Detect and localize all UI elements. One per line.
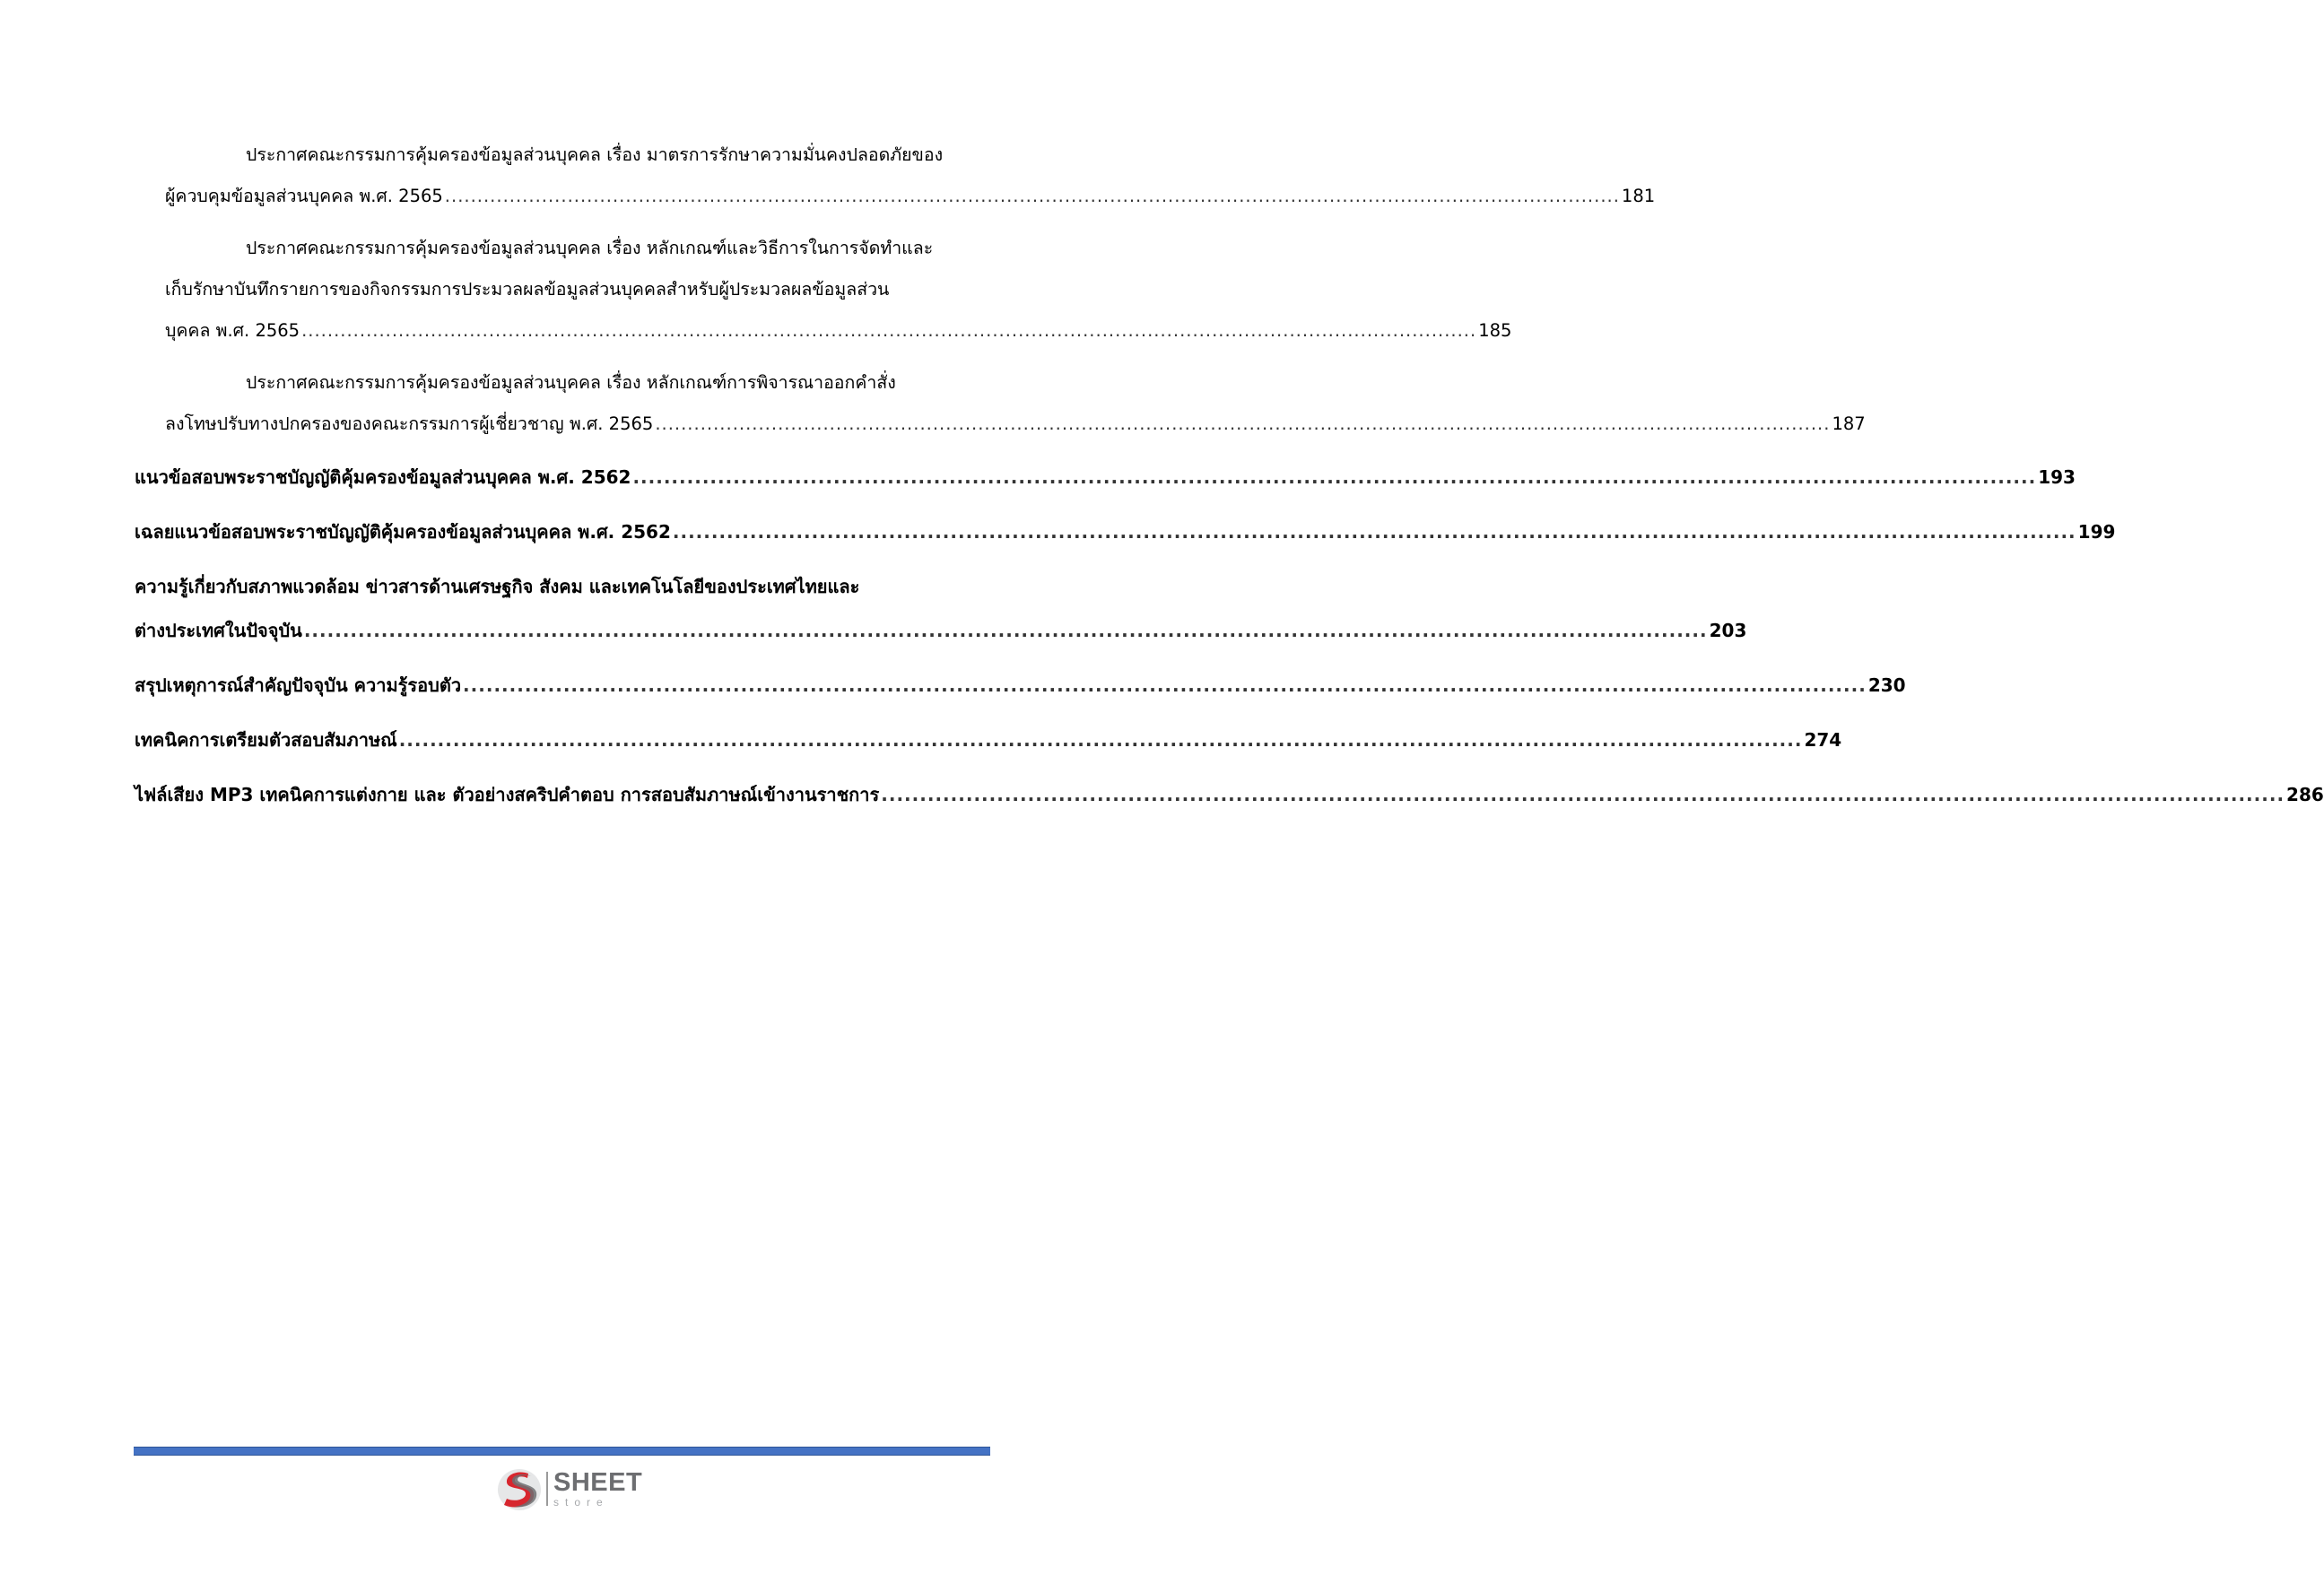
toc-entry[interactable] bbox=[135, 773, 2324, 817]
dot-leader: ...................................................................................................................................................................................... bbox=[301, 320, 1477, 341]
toc-page-number: 181 bbox=[1621, 186, 1656, 206]
dot-leader: ...................................................................................................................................................................................... bbox=[655, 413, 1831, 434]
toc-page-number: 203 bbox=[1709, 620, 1747, 641]
toc-entry[interactable] bbox=[135, 456, 2076, 500]
sheet-store-logo bbox=[496, 1464, 648, 1514]
toc-entry[interactable] bbox=[165, 362, 1866, 445]
dot-leader: ...................................................................................................................................................................................... bbox=[398, 729, 1803, 751]
dot-leader: ...................................................................................................................................................................................... bbox=[632, 466, 2037, 488]
footer-divider bbox=[134, 1447, 990, 1456]
toc-entry-line: ประกาศคณะกรรมการคุ้มครองข้อมูลส่วนบุคคล เรื่อง หลักเกณฑ์การพิจารณาออกคำสั่ง bbox=[246, 372, 896, 393]
toc-entry-title: ไฟล์เสียง MP3 เทคนิคการแต่งกาย และ ตัวอย่างสคริปคำตอบ การสอบสัมภาษณ์เข้างานราชการ bbox=[135, 784, 880, 805]
dot-leader: ...................................................................................................................................................................................... bbox=[303, 620, 1708, 641]
dot-leader: ...................................................................................................................................................................................... bbox=[881, 784, 2285, 805]
toc-entry-title-end: บุคคล พ.ศ. 2565 bbox=[165, 320, 300, 341]
toc-page-number: 185 bbox=[1478, 320, 1512, 341]
logo-separator bbox=[546, 1472, 548, 1506]
toc-page-number: 274 bbox=[1804, 729, 1842, 751]
toc-entry[interactable] bbox=[135, 718, 1842, 762]
dot-leader: ...................................................................................................................................................................................... bbox=[444, 186, 1620, 206]
toc-entry-title: เทคนิคการเตรียมตัวสอบสัมภาษณ์ bbox=[135, 729, 397, 751]
toc-page-number: 199 bbox=[2077, 521, 2116, 543]
dot-leader: ...................................................................................................................................................................................... bbox=[672, 521, 2076, 543]
toc-entry-title: สรุปเหตุการณ์สำคัญปัจจุบัน ความรู้รอบตัว bbox=[135, 674, 462, 696]
toc-entry-line: เก็บรักษาบันทึกรายการของกิจกรรมการประมวลผลข้อมูลส่วนบุคคลสำหรับผู้ประมวลผลข้อมูลส่วน bbox=[165, 279, 890, 300]
toc-entry[interactable] bbox=[135, 510, 2116, 554]
logo-text bbox=[553, 1470, 642, 1508]
logo-brand: SHEET bbox=[553, 1468, 643, 1497]
dot-leader: ...................................................................................................................................................................................... bbox=[463, 674, 1867, 696]
toc-page-number: 230 bbox=[1867, 674, 1906, 696]
toc-entry-line: ความรู้เกี่ยวกับสภาพแวดล้อม ข่าวสารด้านเศรษฐกิจ สังคม และเทคโนโลยีของประเทศไทยและ bbox=[135, 576, 860, 597]
toc-page-number: 193 bbox=[2038, 466, 2076, 488]
toc-entry-line: ประกาศคณะกรรมการคุ้มครองข้อมูลส่วนบุคคล เรื่อง หลักเกณฑ์และวิธีการในการจัดทำและ bbox=[246, 238, 934, 258]
toc-entry-title: เฉลยแนวข้อสอบพระราชบัญญัติคุ้มครองข้อมูลส่วนบุคคล พ.ศ. 2562 bbox=[135, 521, 671, 543]
toc-page-number: 187 bbox=[1832, 413, 1866, 434]
logo-brand-sub: store bbox=[553, 1496, 609, 1509]
toc-entry[interactable] bbox=[135, 664, 1906, 708]
toc-entry[interactable] bbox=[165, 228, 1512, 352]
toc-entry[interactable] bbox=[135, 565, 1747, 653]
toc-entry-title-end: ผู้ควบคุมข้อมูลส่วนบุคคล พ.ศ. 2565 bbox=[165, 186, 443, 206]
toc-entry-line: ประกาศคณะกรรมการคุ้มครองข้อมูลส่วนบุคคล เรื่อง มาตรการรักษาความมั่นคงปลอดภัยของ bbox=[246, 144, 944, 165]
toc-entry-title-end: ต่างประเทศในปัจจุบัน bbox=[135, 620, 302, 641]
sheet-store-logo-icon bbox=[496, 1465, 543, 1512]
toc-entry[interactable] bbox=[165, 135, 1656, 217]
table-of-contents bbox=[135, 135, 2324, 828]
toc-entry-title-end: ลงโทษปรับทางปกครองของคณะกรรมการผู้เชี่ยวชาญ พ.ศ. 2565 bbox=[165, 413, 654, 434]
toc-entry-title: แนวข้อสอบพระราชบัญญัติคุ้มครองข้อมูลส่วนบุคคล พ.ศ. 2562 bbox=[135, 466, 631, 488]
toc-page-number: 286 bbox=[2286, 784, 2324, 805]
